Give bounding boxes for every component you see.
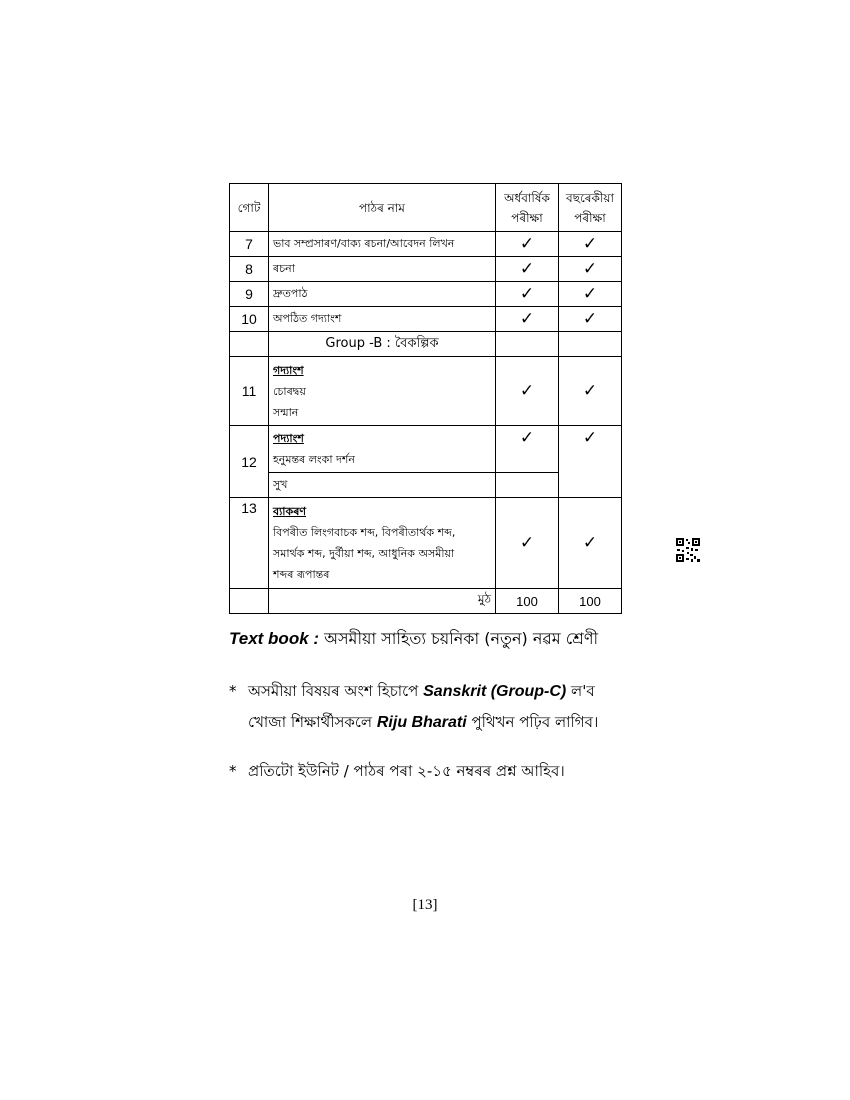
check-icon: ✓ [496,426,559,473]
empty-cell [230,589,269,614]
qr-code-icon [675,537,701,563]
check-icon: ✓ [496,307,559,332]
total-half-yearly: 100 [496,589,559,614]
table-row [230,282,622,307]
lesson-line: সমাৰ্থক শব্দ, দুৰ্বীয়া শব্দ, আধুনিক অসমীয়া [273,547,455,560]
page-number: [13] [412,897,438,913]
table-row [230,257,622,282]
note-text: প্ৰতিটো ইউনিট / পাঠৰ পৰা ২-১৫ নম্বৰৰ প্ৰশ্ন আহিব। [248,762,565,780]
header-annual [559,184,622,232]
check-icon: ✓ [496,282,559,307]
bullet-asterisk: * [229,682,237,700]
check-icon: ✓ [496,357,559,426]
table-row [230,307,622,332]
lesson-line: সন্মান [273,405,299,419]
check-icon: ✓ [559,426,622,498]
header-lesson-name: পাঠৰ নাম [269,184,496,232]
total-annual: 100 [559,589,622,614]
header-annual-line1: বছৰেকীয়া [566,190,614,205]
check-icon: ✓ [559,307,622,332]
check-icon: ✓ [559,232,622,257]
group-b-row [230,332,622,357]
textbook-line [229,626,598,653]
lesson-line: বিপৰীত লিংগবাচক শব্দ, বিপৰীতাৰ্থক শব্দ, [273,526,456,539]
total-label: মুঠ [269,589,496,614]
lesson-name: সুখ [269,473,496,498]
note-text: পুথিখন পঢ়িব লাগিব। [466,713,599,731]
unit-number: 13 [230,498,269,589]
textbook-title: অসমীয়া সাহিত্য চয়নিকা (নতুন) নৱম শ্ৰেণী [319,629,599,648]
lesson-name: ৰচনা [269,257,496,282]
unit-number: 12 [230,426,269,498]
group-b-label: Group -B : বৈকল্পিক [269,332,496,357]
lesson-name: দ্ৰুতপাঠ [269,282,496,307]
empty-cell [559,332,622,357]
note-sanskrit [229,676,649,738]
table-row [230,232,622,257]
check-icon: ✓ [496,257,559,282]
header-unit: গোট [230,184,269,232]
check-icon: ✓ [496,232,559,257]
lesson-name [269,426,496,473]
section-heading-grammar: ব্যাকৰণ [273,505,307,518]
bullet-asterisk: * [229,762,237,780]
empty-cell [230,332,269,357]
lesson-line: শব্দৰ ৰূপান্তৰ [273,568,330,581]
check-icon: ✓ [559,257,622,282]
unit-number: 8 [230,257,269,282]
table-header-row [230,184,622,232]
table-row [230,498,622,589]
lesson-name [269,498,496,589]
section-heading-poetry: পদ্যাংশ [273,432,304,445]
note-text: খোজা শিক্ষাৰ্থীসকলে [248,713,377,731]
unit-number: 10 [230,307,269,332]
header-half-yearly [496,184,559,232]
lesson-name: ভাব সম্প্ৰসাৰণ/বাক্য ৰচনা/আবেদন লিখন [269,232,496,257]
note-emphasis: Sanskrit (Group-C) [423,683,567,700]
section-heading-prose: গদ্যাংশ [273,363,304,377]
syllabus-table [229,183,622,614]
lesson-name [269,357,496,426]
unit-number: 7 [230,232,269,257]
note-questions [229,756,649,786]
note-emphasis: Riju Bharati [376,714,467,731]
header-annual-line2: পৰীক্ষা [574,210,606,225]
note-text: ল'ব [566,682,595,700]
empty-cell [496,332,559,357]
check-icon: ✓ [559,357,622,426]
table-row [230,357,622,426]
lesson-line: চোৰদ্বয় [273,384,306,398]
check-icon: ✓ [559,282,622,307]
lesson-line: হনুমন্তৰ লংকা দৰ্শন [273,453,355,466]
header-half-yearly-line2: পৰীক্ষা [511,210,543,225]
check-icon: ✓ [559,498,622,589]
total-row [230,589,622,614]
table-row [230,426,622,473]
lesson-name: অপঠিত গদ্যাংশ [269,307,496,332]
unit-number: 11 [230,357,269,426]
empty-cell [496,473,559,498]
textbook-label: Text book : [229,629,320,648]
unit-number: 9 [230,282,269,307]
header-half-yearly-line1: অৰ্ধবাৰ্ষিক [504,190,550,205]
note-text: অসমীয়া বিষয়ৰ অংশ হিচাপে [248,682,424,700]
check-icon: ✓ [496,498,559,589]
